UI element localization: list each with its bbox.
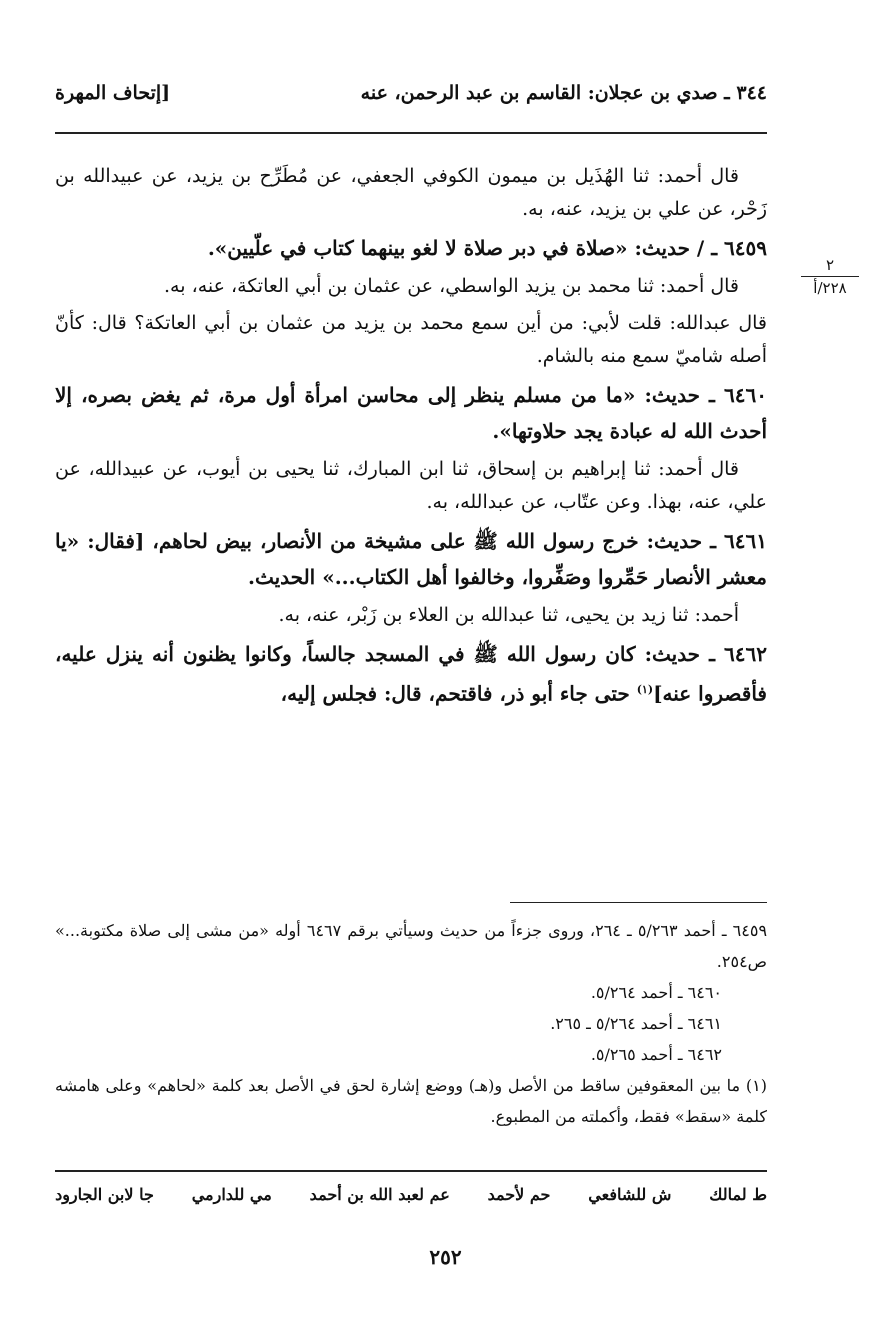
hadith-6459 [55,230,767,266]
hadith-number: ٦٤٦١ [724,529,768,553]
footnote-6460: ٦٤٦٠ ـ أحمد ٥/٢٦٤. [590,983,722,1002]
footnote-1: (١) ما بين المعقوفين ساقط من الأصل و(هـ) ووضع إشارة لحق في الأصل بعد كلمة «لحاهم» وعلى هامشه كلمة «سقط» فقط، وأكملته من المطبوع. [55,1076,767,1126]
siglum: عم لعبد الله بن أحمد [309,1185,450,1204]
footnote-6462: ٦٤٦٢ ـ أحمد ٥/٢٦٥. [590,1045,722,1064]
hadith-text-continued: حتى جاء أبو ذر، فاقتحم، قال: فجلس إليه، [280,681,630,706]
chain-paragraph-1: قال أحمد: ثنا الهُذَيل بن ميمون الكوفي الجعفي، عن مُطَرِّح بن يزيد، عن عبيدالله بن زَحْر، عن علي بن يزيد، عنه، به. [55,165,767,220]
footnotes [55,915,767,1132]
hadith-text: ـ حديث: خرج رسول الله ﷺ على مشيخة من الأنصار، بيض لحاهم، [فقال: «يا معشر الأنصار حَمِّروا وصَفِّروا، وخالفوا أهل الكتاب...» الحديث. [55,529,767,589]
hadith-6461 [55,523,767,595]
siglum: حم لأحمد [487,1185,551,1204]
margin-note-divider [801,276,859,277]
margin-note-top: ٢ [825,256,835,274]
chain-paragraph-2: قال أحمد: ثنا محمد بن يزيد الواسطي، عن عثمان بن أبي العاتكة، عنه، به. [164,275,739,297]
sigla-legend [55,1185,767,1204]
hadith-number: ٦٤٦٢ [724,642,767,666]
hadith-text: ـ حديث: كان رسول الله ﷺ في المسجد جالساً، وكانوا يظنون أنه ينزل عليه، فأقصروا عنه] [55,642,767,706]
header-title: ٣٤٤ ـ صدي بن عجلان: القاسم بن عبد الرحمن، عنه [360,82,767,104]
footnote-6459: ٦٤٥٩ ـ أحمد ٥/٢٦٣ ـ ٢٦٤، وروى جزءاً من حديث وسيأتي برقم ٦٤٦٧ أوله «من مشى إلى صلاة مكتوبة...» ص٢٥٤. [55,921,768,971]
hadith-text: ـ / حديث: «صلاة في دبر صلاة لا لغو بينهما كتاب في علّيين». [207,236,718,260]
margin-note [795,256,865,297]
hadith-6460 [55,377,767,449]
chain-paragraph-5: أحمد: ثنا زيد بن يحيى، ثنا عبدالله بن العلاء بن زَبْر، عنه، به. [278,604,739,626]
hadith-number: ٦٤٥٩ [724,236,767,260]
siglum: مي للدارمي [191,1185,272,1204]
header-rule [55,132,767,134]
footnote-6461: ٦٤٦١ ـ أحمد ٥/٢٦٤ ـ ٢٦٥. [550,1014,722,1033]
page-number: ٢٥٢ [429,1245,462,1269]
hadith-text: ـ حديث: «ما من مسلم ينظر إلى محاسن امرأة أول مرة، ثم يغض بصره، إلا أحدث الله له عبادة يجد حلاوتها». [55,383,767,443]
siglum: ش للشافعي [588,1185,672,1204]
hadith-number: ٦٤٦٠ [724,383,767,407]
main-text [55,160,767,716]
footnote-marker: (١) [636,683,654,696]
chain-paragraph-4: قال أحمد: ثنا إبراهيم بن إسحاق، ثنا ابن المبارك، ثنا يحيى بن أيوب، عن عبيدالله، عن علي، عنه، بهذا. وعن عتّاب، عن عبدالله، به. [55,458,767,513]
footnote-rule [510,902,767,903]
header-book-title: [إتحاف المهرة [55,82,171,104]
margin-note-bottom: ٢٢٨/أ [813,279,847,297]
sigla-rule [55,1170,767,1172]
chain-paragraph-3: قال عبدالله: قلت لأبي: من أين سمع محمد بن يزيد من عثمان بن أبي العاتكة؟ قال: كأنّ أصله شاميّ سمع منه بالشام. [55,312,767,367]
hadith-6462 [55,636,767,712]
siglum: ط لمالك [709,1185,767,1204]
siglum: جا لابن الجارود [55,1185,154,1204]
running-header [55,82,767,112]
